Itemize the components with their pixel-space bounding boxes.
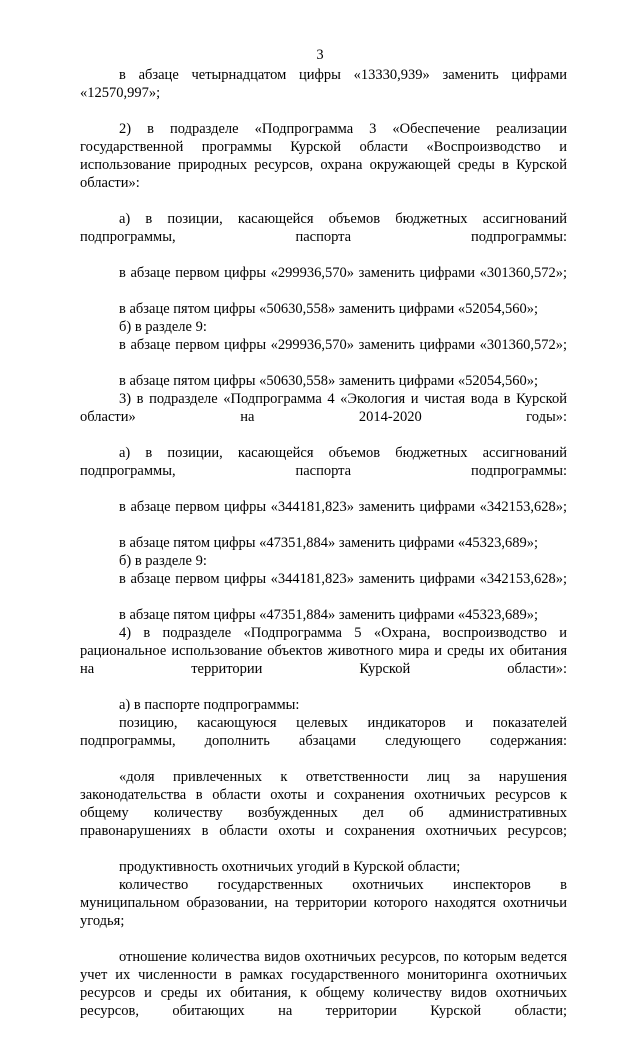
paragraph: в абзаце первом цифры «299936,570» заменить цифрами «301360,572»; [119,265,567,281]
paragraph: б) в разделе 9: [119,319,207,335]
paragraph: б) в разделе 9: [119,553,207,569]
paragraph: в абзаце первом цифры «299936,570» заменить цифрами «301360,572»; [119,337,567,353]
paragraph: в абзаце пятом цифры «50630,558» заменить цифрами «52054,560»; [119,373,539,389]
paragraph: в абзаце первом цифры «344181,823» заменить цифрами «342153,628»; [119,571,567,587]
paragraph: «доля привлеченных к ответственности лиц за нарушения законодательства в области охоты и сохранения охотничьих ресурсов к общему количеству возбужденных дел об административных правонарушениях в области охоты и сохранения охотничьих ресурсов; [80,769,567,839]
paragraph: в абзаце пятом цифры «47351,884» заменить цифрами «45323,689»; [119,607,539,623]
paragraph: отношение количества видов охотничьих ресурсов, по которым ведется учет их численности в рамках государственного мониторинга охотничьих ресурсов и среды их обитания, к общему количеству видов охотничьих ресурсов, обитающих на территории Курской области; [80,949,567,1019]
page-number: 3 [316,47,324,63]
paragraph: 2) в подразделе «Подпрограмма 3 «Обеспечение реализации государственной программы Курской области «Воспроизводство и использование природных ресурсов, охрана окружающей среды в Курской области»: [80,121,567,191]
paragraph: позицию, касающуюся целевых индикаторов и показателей подпрограммы, дополнить абзацами следующего содержания: [80,715,567,749]
paragraph: продуктивность охотничьих угодий в Курской области; [119,859,461,875]
paragraph: а) в паспорте подпрограммы: [119,697,300,713]
document-body [80,66,567,1038]
paragraph: 4) в подразделе «Подпрограмма 5 «Охрана, воспроизводство и рациональное использование объектов животного мира и среды их обитания на территории Курской области»: [80,625,567,677]
paragraph: 3) в подразделе «Подпрограмма 4 «Экология и чистая вода в Курской области» на 2014-2020 годы»: [80,391,567,425]
paragraph: а) в позиции, касающейся объемов бюджетных ассигнований подпрограммы, паспорта подпрограммы: [80,211,567,245]
paragraph: а) в позиции, касающейся объемов бюджетных ассигнований подпрограммы, паспорта подпрограммы: [80,445,567,479]
paragraph: в абзаце четырнадцатом цифры «13330,939» заменить цифрами «12570,997»; [80,67,567,101]
paragraph: в абзаце первом цифры «344181,823» заменить цифрами «342153,628»; [119,499,567,515]
paragraph: в абзаце пятом цифры «50630,558» заменить цифрами «52054,560»; [119,301,539,317]
paragraph: количество государственных охотничьих инспекторов в муниципальном образовании, на территории которого находятся охотничьи угодья; [80,877,567,929]
paragraph: в абзаце пятом цифры «47351,884» заменить цифрами «45323,689»; [119,535,539,551]
